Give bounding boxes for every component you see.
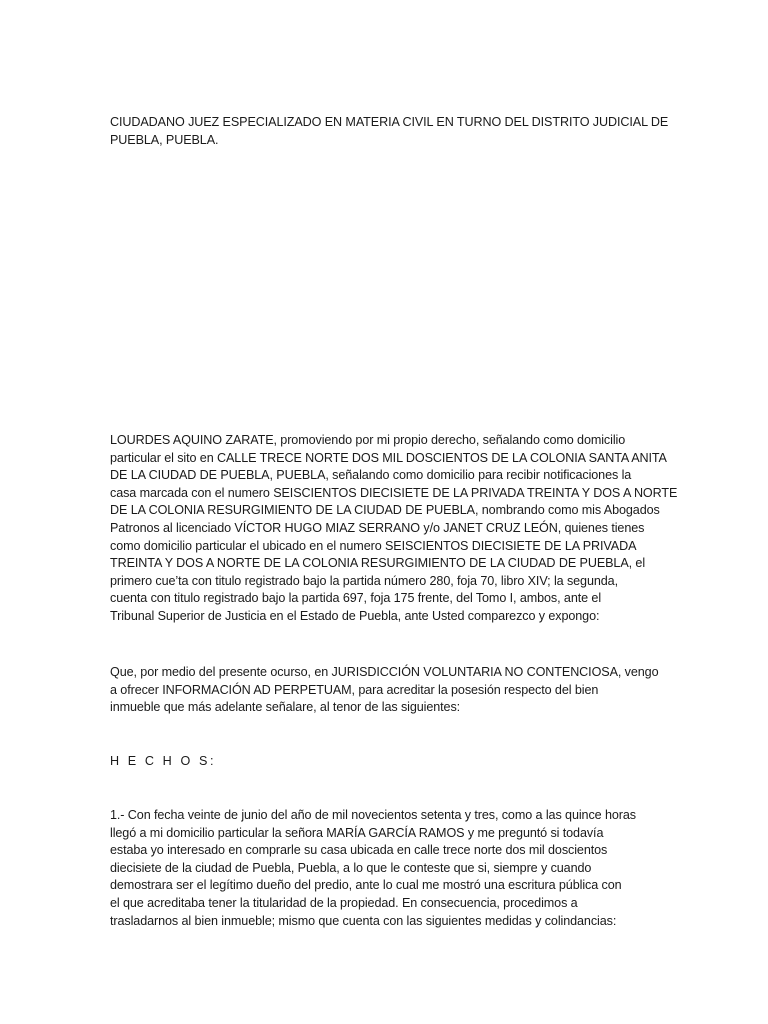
paragraph-line: diecisiete de la ciudad de Puebla, Puebla, a lo que le conteste que si, siempre y cuando bbox=[110, 860, 592, 875]
fact-1-paragraph bbox=[110, 807, 660, 930]
paragraph-line: Que, por medio del presente ocurso, en JURISDICCIÓN VOLUNTARIA NO CONTENCIOSA, vengo bbox=[110, 665, 659, 679]
paragraph-line: TREINTA Y DOS A NORTE DE LA COLONIA RESURGIMIENTO DE LA CIUDAD DE PUEBLA, el bbox=[110, 556, 646, 571]
document-heading bbox=[110, 114, 669, 149]
paragraph-line: DE LA COLONIA RESURGIMIENTO DE LA CIUDAD DE PUEBLA, nombrando como mis Abogados bbox=[110, 503, 660, 518]
paragraph-line: como domicilio particular el ubicado en el numero SEISCIENTOS DIECISIETE DE LA PRIVADA bbox=[110, 538, 637, 553]
heading-line: CIUDADANO JUEZ ESPECIALIZADO EN MATERIA CIVIL EN TURNO DEL DISTRITO JUDICIAL DE bbox=[110, 115, 669, 129]
paragraph-line: estaba yo interesado en comprarle su casa ubicada en calle trece norte dos mil doscientos bbox=[110, 843, 608, 858]
paragraph-line: Tribunal Superior de Justicia en el Estado de Puebla, ante Usted comparezco y expongo: bbox=[110, 608, 600, 623]
paragraph-line: cuenta con titulo registrado bajo la partida 697, foja 175 frente, del Tomo I, ambos, ante el bbox=[110, 591, 602, 606]
paragraph-line: el que acreditaba tener la titularidad de la propiedad. En consecuencia, procedimos a bbox=[110, 895, 578, 910]
paragraph-line: a ofrecer INFORMACIÓN AD PERPETUAM, para acreditar la posesión respecto del bien bbox=[110, 682, 599, 697]
paragraph-line: particular el sito en CALLE TRECE NORTE DOS MIL DOSCIENTOS DE LA COLONIA SANTA ANITA bbox=[110, 450, 667, 465]
section-title-hechos: H E C H O S: bbox=[110, 754, 217, 768]
paragraph-line: trasladarnos al bien inmueble; mismo que cuenta con las siguientes medidas y colindancias: bbox=[110, 913, 617, 928]
paragraph-line: primero cue’ta con titulo registrado bajo la partida número 280, foja 70, libro XIV; la segunda, bbox=[110, 573, 618, 588]
intro-paragraph bbox=[110, 432, 678, 626]
heading-line: PUEBLA, PUEBLA. bbox=[110, 132, 219, 147]
paragraph-line: casa marcada con el numero SEISCIENTOS DIECISIETE DE LA PRIVADA TREINTA Y DOS A NORTE bbox=[110, 485, 678, 500]
paragraph-line: demostrara ser el legítimo dueño del predio, ante lo cual me mostró una escritura pública con bbox=[110, 878, 622, 893]
request-paragraph bbox=[110, 664, 660, 717]
paragraph-line: LOURDES AQUINO ZARATE, promoviendo por mi propio derecho, señalando como domicilio bbox=[110, 433, 626, 447]
paragraph-line: Patronos al licenciado VÍCTOR HUGO MIAZ SERRANO y/o JANET CRUZ LEÓN, quienes tienes bbox=[110, 520, 645, 535]
paragraph-line: 1.- Con fecha veinte de junio del año de mil novecientos setenta y tres, como a las quince horas bbox=[110, 808, 636, 822]
paragraph-line: inmueble que más adelante señalare, al tenor de las siguientes: bbox=[110, 700, 461, 715]
paragraph-line: DE LA CIUDAD DE PUEBLA, PUEBLA, señalando como domicilio para recibir notificaciones la bbox=[110, 468, 632, 483]
paragraph-line: llegó a mi domicilio particular la señora MARÍA GARCÍA RAMOS y me preguntó si todavía bbox=[110, 825, 604, 840]
